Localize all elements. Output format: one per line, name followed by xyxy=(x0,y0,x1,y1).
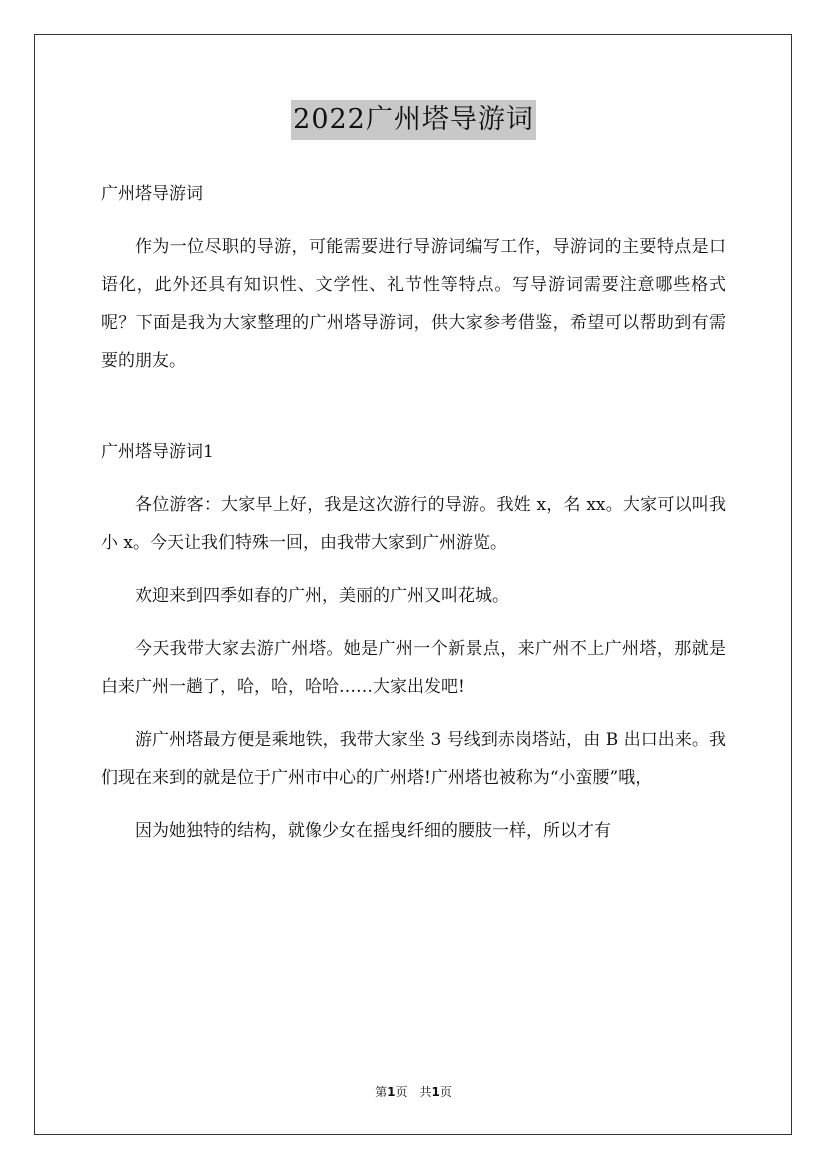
document-title: 2022广州塔导游词 xyxy=(291,100,536,140)
section1-paragraph: 因为她独特的结构，就像少女在摇曳纤细的腰肢一样，所以才有 xyxy=(135,821,611,841)
spacer xyxy=(101,471,726,486)
document-body xyxy=(101,175,726,850)
page-prefix: 第 xyxy=(375,1085,388,1099)
page-footer xyxy=(0,1083,827,1100)
intro-heading: 广州塔导游词 xyxy=(101,184,203,204)
spacer xyxy=(101,562,726,577)
section1-paragraph: 今天我带大家去游广州塔。她是广州一个新景点，来广州不上广州塔，那就是白来广州一趟了，哈，哈，哈哈……大家出发吧! xyxy=(101,639,726,697)
total-page-number: 1 xyxy=(431,1085,440,1099)
title-container xyxy=(0,100,827,140)
section1-paragraph: 游广州塔最方便是乘地铁，我带大家坐 3 号线到赤岗塔站，由 B 出口出来。我们现在来到的就是位于广州市中心的广州塔!广州塔也被称为“小蛮腰”哦， xyxy=(101,730,726,788)
spacer xyxy=(101,213,726,228)
spacer xyxy=(101,797,726,812)
page-suffix: 页 xyxy=(439,1085,452,1099)
section1-paragraph: 欢迎来到四季如春的广州，美丽的广州又叫花城。 xyxy=(135,586,509,606)
spacer xyxy=(101,380,726,433)
section1-paragraph: 各位游客：大家早上好，我是这次游行的导游。我姓 x，名 xx。大家可以叫我小 x。今天让我们特殊一回，由我带大家到广州游览。 xyxy=(101,495,726,553)
intro-paragraph: 作为一位尽职的导游，可能需要进行导游词编写工作，导游词的主要特点是口语化，此外还具有知识性、文学性、礼节性等特点。写导游词需要注意哪些格式呢？下面是我为大家整理的广州塔导游词，供大家参考借鉴，希望可以帮助到有需要的朋友。 xyxy=(101,237,726,371)
spacer xyxy=(101,615,726,630)
spacer xyxy=(101,706,726,721)
page-separator: 页 共 xyxy=(395,1085,432,1099)
current-page-number: 1 xyxy=(387,1085,396,1099)
section1-heading: 广州塔导游词1 xyxy=(101,442,214,462)
